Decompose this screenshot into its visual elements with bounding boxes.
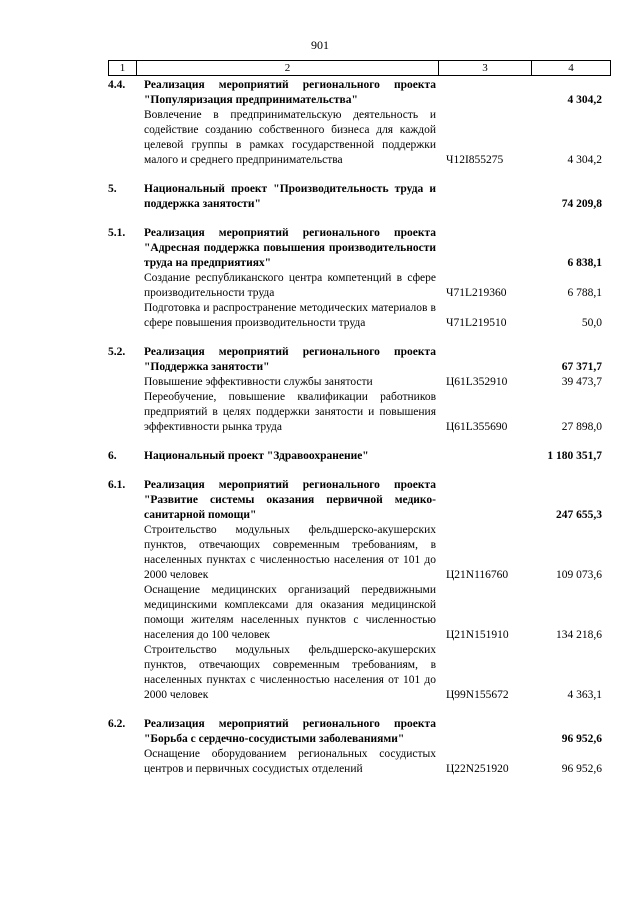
row-amount: 67 371,7 — [561, 361, 602, 373]
table-row — [108, 271, 610, 301]
row-description: Переобучение, повышение квалификации работников предприятий в целях поддержки занятости и повышения эффективности рынка труда — [144, 391, 436, 433]
table-row — [108, 390, 610, 435]
row-description: Повышение эффективности службы занятости — [144, 376, 373, 388]
row-amount: 74 209,8 — [561, 198, 602, 210]
table-row — [108, 301, 610, 331]
row-code: Ц61L355690 — [446, 421, 508, 433]
header-col-1: 1 — [109, 61, 137, 76]
section-row — [108, 449, 610, 464]
row-code: Ц22N251920 — [446, 763, 509, 775]
header-col-3: 3 — [439, 61, 532, 76]
row-amount: 134 218,6 — [556, 629, 602, 641]
row-code: Ц21N151910 — [446, 629, 509, 641]
row-description: Оснащение медицинских организаций передвижными медицинскими комплексами для оказания медицинской помощи жителям населенных пунктов с численностью населения до 100 человек — [144, 584, 436, 641]
row-amount: 96 952,6 — [561, 733, 602, 745]
row-description: Оснащение оборудованием региональных сосудистых центров и первичных сосудистых отделений — [144, 748, 436, 775]
budget-table-body — [108, 78, 610, 777]
table-row — [108, 523, 610, 583]
row-amount: 6 838,1 — [567, 257, 602, 269]
row-number: 6.1. — [108, 479, 126, 491]
section-row — [108, 78, 610, 108]
row-description: Реализация мероприятий регионального проекта "Борьба с сердечно-сосудистыми заболеваниями" — [144, 718, 436, 745]
section-row — [108, 478, 610, 523]
row-code: Ч12I855275 — [446, 154, 504, 166]
table-row — [108, 375, 610, 390]
row-code: Ц21N116760 — [446, 569, 509, 581]
row-description: Реализация мероприятий регионального проекта "Развитие системы оказания первичной медико-санитарной помощи" — [144, 479, 436, 521]
table-row — [108, 747, 610, 777]
row-amount: 6 788,1 — [567, 287, 602, 299]
section-row — [108, 226, 610, 271]
header-col-4: 4 — [532, 61, 611, 76]
section-row — [108, 182, 610, 212]
row-amount: 109 073,6 — [556, 569, 602, 581]
row-number: 6. — [108, 450, 117, 462]
row-amount: 4 363,1 — [567, 689, 602, 701]
row-amount: 50,0 — [581, 317, 602, 329]
row-number: 5. — [108, 183, 117, 195]
row-amount: 4 304,2 — [567, 154, 602, 166]
table-row — [108, 643, 610, 703]
row-description: Подготовка и распространение методических материалов в сфере повышения производительности труда — [144, 302, 436, 329]
row-description: Реализация мероприятий регионального проекта "Популяризация предпринимательства" — [144, 79, 436, 106]
row-number: 6.2. — [108, 718, 126, 730]
row-description: Национальный проект "Здравоохранение" — [144, 450, 369, 462]
row-amount: 39 473,7 — [561, 376, 602, 388]
page-number: 901 — [311, 38, 329, 52]
row-number: 4.4. — [108, 79, 126, 91]
section-row — [108, 717, 610, 747]
row-number: 5.2. — [108, 346, 126, 358]
table-header — [108, 60, 611, 76]
row-description: Реализация мероприятий регионального проекта "Поддержка занятости" — [144, 346, 436, 373]
row-description: Строительство модульных фельдшерско-акушерских пунктов, отвечающих современным требованиям, в населенных пунктах с численностью населения от 101 до 2000 человек — [144, 524, 436, 581]
row-description: Реализация мероприятий регионального проекта "Адресная поддержка повышения производительности труда на предприятиях" — [144, 227, 436, 269]
row-amount: 96 952,6 — [561, 763, 602, 775]
row-description: Строительство модульных фельдшерско-акушерских пунктов, отвечающих современным требованиям, в населенных пунктах с численностью населения от 101 до 2000 человек — [144, 644, 436, 701]
header-col-2: 2 — [137, 61, 439, 76]
row-description: Вовлечение в предпринимательскую деятельность и содействие созданию собственного бизнеса для каждой целевой группы в рамках государственной поддержки малого и среднего предпринимательства — [144, 109, 436, 166]
table-row — [108, 583, 610, 643]
row-code: Ц61L352910 — [446, 376, 508, 388]
row-number: 5.1. — [108, 227, 126, 239]
row-amount: 247 655,3 — [556, 509, 602, 521]
row-amount: 27 898,0 — [561, 421, 602, 433]
row-description: Создание республиканского центра компетенций в сфере производительности труда — [144, 272, 436, 299]
row-code: Ц99N155672 — [446, 689, 509, 701]
row-code: Ч71L219360 — [446, 287, 507, 299]
row-code: Ч71L219510 — [446, 317, 507, 329]
table-row — [108, 108, 610, 168]
section-row — [108, 345, 610, 375]
row-amount: 4 304,2 — [567, 94, 602, 106]
row-amount: 1 180 351,7 — [547, 450, 602, 462]
row-description: Национальный проект "Производительность труда и поддержка занятости" — [144, 183, 436, 210]
